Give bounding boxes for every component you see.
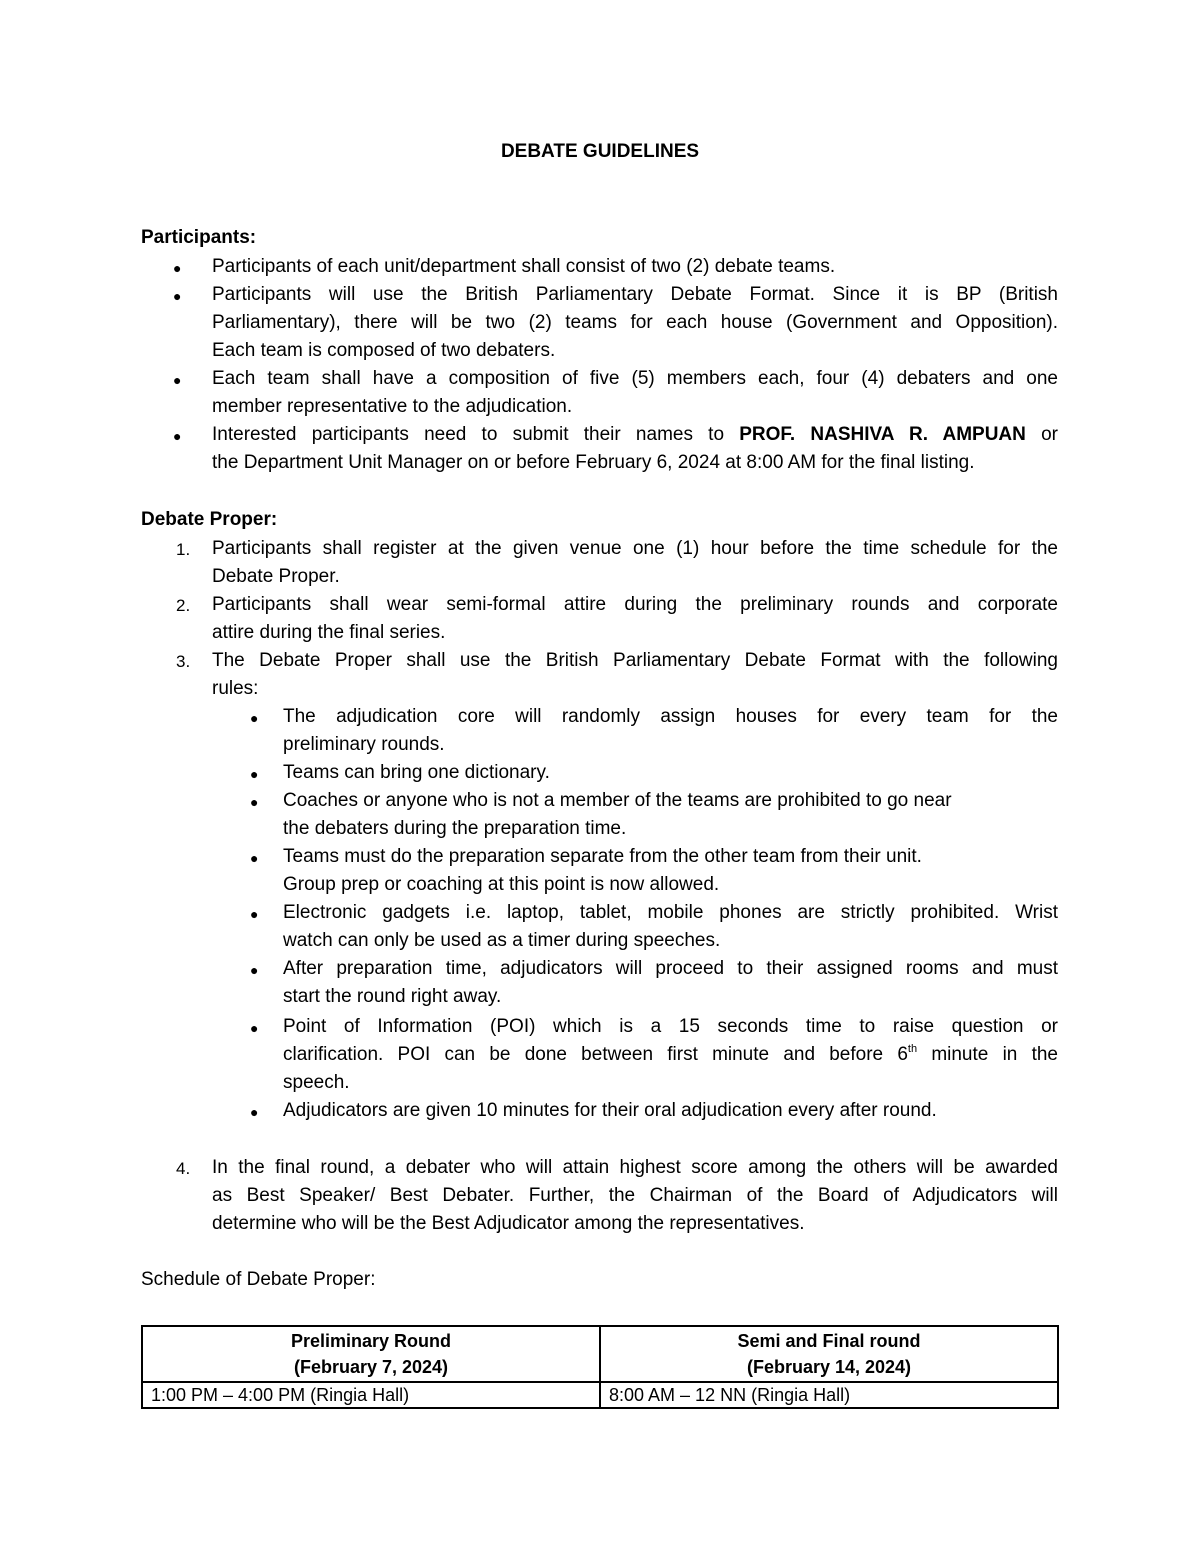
bullet-icon: ● — [250, 710, 259, 726]
list-item: Participants will use the British Parliamentary Debate Format. Since it is BP (British — [212, 284, 1058, 305]
rule-item: the debaters during the preparation time. — [283, 818, 627, 839]
table-cell: 1:00 PM – 4:00 PM (Ringia Hall) — [142, 1382, 600, 1408]
bullet-icon: ● — [250, 850, 259, 866]
bullet-icon: ● — [250, 766, 259, 782]
rule-item: The adjudication core will randomly assign houses for every team for the — [283, 706, 1058, 727]
rule-item: speech. — [283, 1072, 350, 1093]
schedule-table — [141, 1325, 1059, 1409]
rule-item: preliminary rounds. — [283, 734, 445, 755]
rule-item: Teams must do the preparation separate from the other team from their unit. — [283, 846, 922, 867]
list-item: In the final round, a debater who will attain highest score among the others will be awarded — [212, 1157, 1058, 1178]
list-item: The Debate Proper shall use the British Parliamentary Debate Format with the following — [212, 650, 1058, 671]
item-number: 3. — [176, 652, 191, 671]
rule-item: Teams can bring one dictionary. — [283, 762, 550, 783]
bullet-icon: ● — [173, 372, 182, 388]
list-item: the Department Unit Manager on or before February 6, 2024 at 8:00 AM for the final listing. — [212, 452, 975, 473]
rule-item: Group prep or coaching at this point is now allowed. — [283, 874, 720, 895]
bullet-icon: ● — [250, 1104, 259, 1120]
list-item: Debate Proper. — [212, 566, 340, 587]
table-header-row — [142, 1326, 1058, 1382]
schedule-label: Schedule of Debate Proper: — [141, 1269, 376, 1290]
item-number: 1. — [176, 540, 191, 559]
list-item: Each team is composed of two debaters. — [212, 340, 556, 361]
document-title: DEBATE GUIDELINES — [500, 141, 700, 162]
table-header-cell: Preliminary Round (February 7, 2024) — [142, 1326, 600, 1382]
list-item: attire during the final series. — [212, 622, 446, 643]
table-cell: 8:00 AM – 12 NN (Ringia Hall) — [600, 1382, 1058, 1408]
rule-item: start the round right away. — [283, 986, 502, 1007]
rule-item: After preparation time, adjudicators will proceed to their assigned rooms and must — [283, 958, 1058, 979]
list-item: Participants shall wear semi-formal attire during the preliminary rounds and corporate — [212, 594, 1058, 615]
list-item: Participants of each unit/department shall consist of two (2) debate teams. — [212, 256, 836, 277]
rule-item: Electronic gadgets i.e. laptop, tablet, mobile phones are strictly prohibited. Wrist — [283, 902, 1058, 923]
item-number: 4. — [176, 1159, 191, 1178]
list-item: Parliamentary), there will be two (2) teams for each house (Government and Opposition). — [212, 312, 1058, 333]
list-item: Interested participants need to submit their names to PROF. NASHIVA R. AMPUAN or — [212, 424, 1058, 445]
list-item: Participants shall register at the given venue one (1) hour before the time schedule for the — [212, 538, 1058, 559]
list-item: as Best Speaker/ Best Debater. Further, the Chairman of the Board of Adjudicators will — [212, 1185, 1058, 1206]
bullet-icon: ● — [173, 288, 182, 304]
bullet-icon: ● — [250, 906, 259, 922]
rule-item: Coaches or anyone who is not a member of the teams are prohibited to go near — [283, 790, 952, 811]
participants-heading: Participants: — [141, 227, 257, 248]
rule-item: Adjudicators are given 10 minutes for their oral adjudication every after round. — [283, 1100, 937, 1121]
item-number: 2. — [176, 596, 191, 615]
bullet-icon: ● — [250, 794, 259, 810]
table-header-cell: Semi and Final round (February 14, 2024) — [600, 1326, 1058, 1382]
list-item: determine who will be the Best Adjudicator among the representatives. — [212, 1213, 805, 1234]
bullet-icon: ● — [250, 1020, 259, 1036]
bullet-icon: ● — [173, 428, 182, 444]
rule-item: watch can only be used as a timer during speeches. — [283, 930, 721, 951]
table-row — [142, 1382, 1058, 1408]
contact-name: PROF. NASHIVA R. AMPUAN — [739, 424, 1026, 445]
rule-item: Point of Information (POI) which is a 15 seconds time to raise question or — [283, 1016, 1058, 1037]
list-item: rules: — [212, 678, 259, 699]
bullet-icon: ● — [173, 260, 182, 276]
bullet-icon: ● — [250, 962, 259, 978]
list-item: member representative to the adjudication. — [212, 396, 573, 417]
list-item: Each team shall have a composition of five (5) members each, four (4) debaters and one — [212, 368, 1058, 389]
rule-item: clarification. POI can be done between first minute and before 6th minute in the — [283, 1043, 1058, 1065]
debate-proper-heading: Debate Proper: — [141, 509, 278, 530]
